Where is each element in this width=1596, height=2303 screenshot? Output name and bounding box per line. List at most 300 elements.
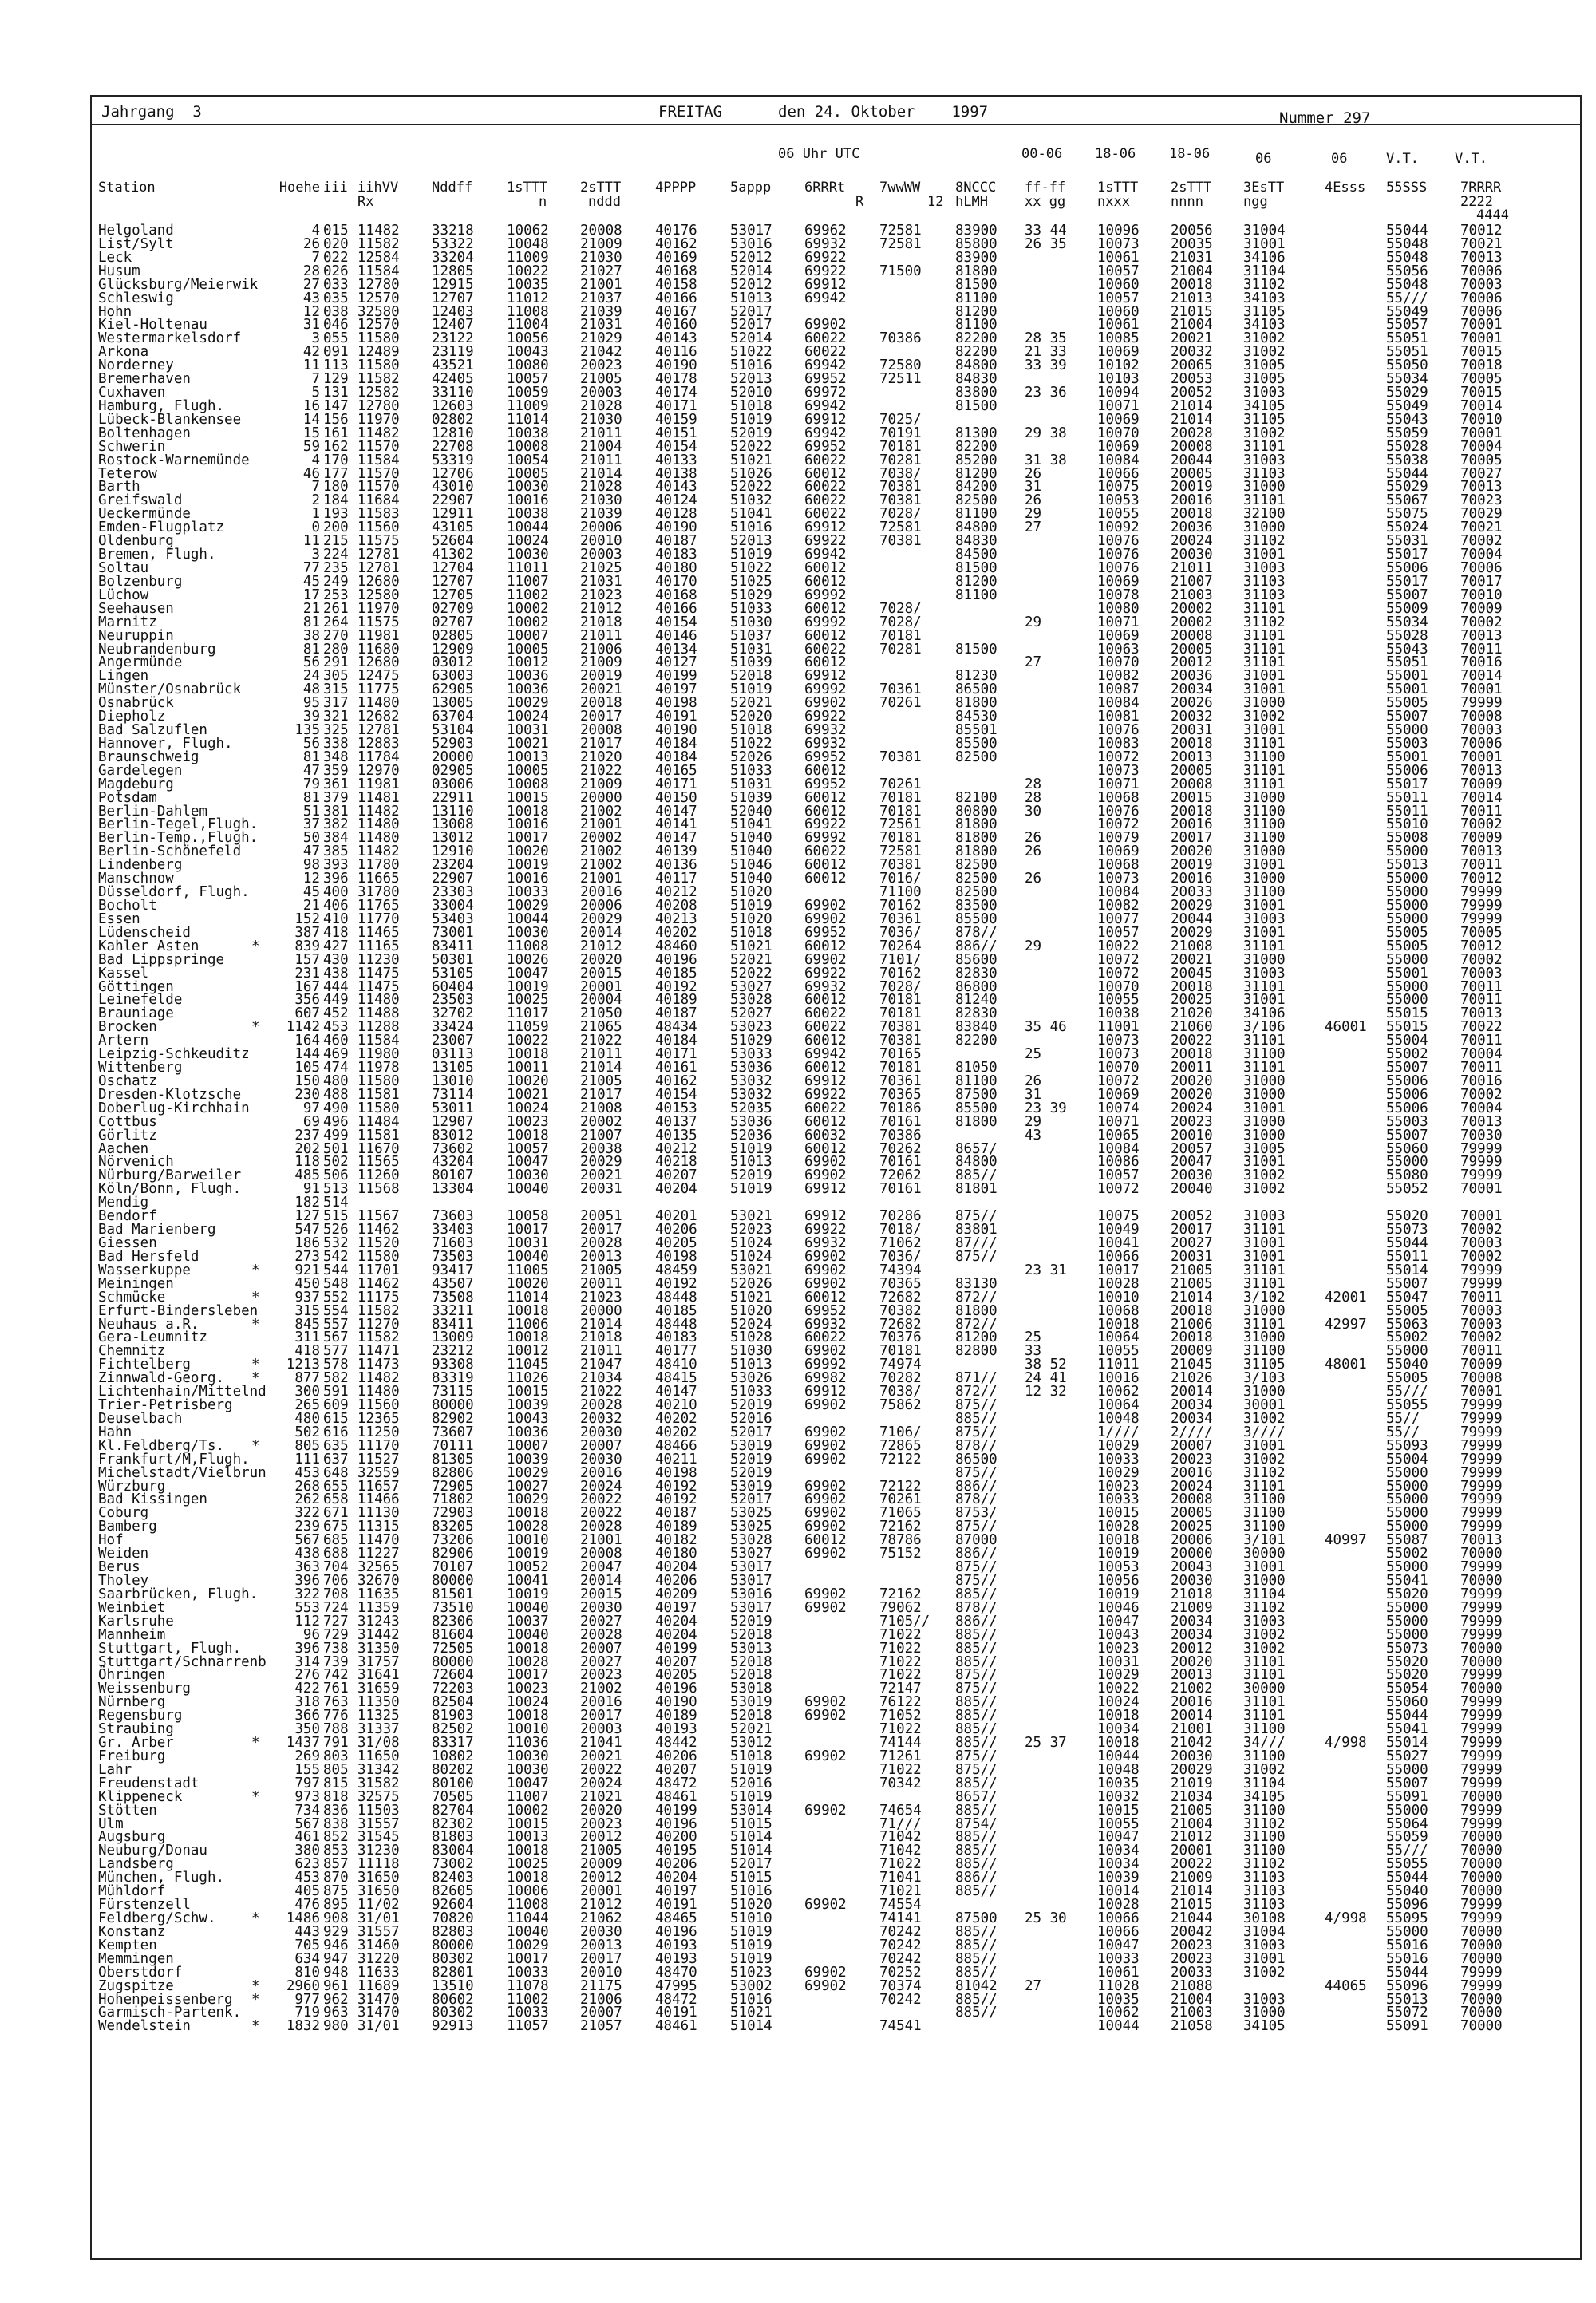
- cell: 31002: [1243, 344, 1286, 361]
- cell: 12365: [358, 1410, 400, 1427]
- cell: 50: [302, 830, 320, 847]
- cell: 161: [323, 425, 349, 441]
- cell: 79999: [1460, 1397, 1503, 1414]
- cell: 70381: [879, 857, 922, 874]
- cell: 81500: [955, 560, 998, 576]
- cell: 55000: [1386, 1478, 1428, 1495]
- station-name: Hohenpeissenberg: [98, 1991, 233, 2008]
- cell: 69902: [804, 1694, 847, 1711]
- cell: 11466: [358, 1491, 400, 1508]
- station-name: Berlin-Schönefeld: [98, 843, 242, 860]
- cell: 20007: [580, 2005, 622, 2021]
- cell: 11011: [507, 560, 549, 576]
- cell: 3/102: [1243, 1289, 1286, 1306]
- cell: 20019: [580, 668, 622, 685]
- cell: 10015: [507, 1384, 549, 1400]
- cell: 688: [323, 1546, 349, 1562]
- cell: 55014: [1386, 1735, 1428, 1752]
- cell: 40212: [655, 1140, 697, 1157]
- cell: 111: [294, 1451, 320, 1468]
- cell: 31757: [358, 1653, 400, 1670]
- cell: 13010: [432, 1072, 474, 1089]
- cell: 55///: [1386, 290, 1428, 306]
- cell: 31000: [1243, 519, 1286, 536]
- cell: 51022: [730, 560, 772, 576]
- cell: 33110: [432, 385, 474, 401]
- cell: 11567: [358, 1208, 400, 1225]
- cell: 51022: [730, 735, 772, 752]
- cell: 443: [294, 1923, 320, 1940]
- cell: 10069: [1097, 438, 1140, 455]
- cell: 577: [323, 1343, 349, 1360]
- cell: 7105//: [879, 1613, 930, 1629]
- cell: 32100: [1243, 506, 1286, 523]
- cell: 878//: [955, 1437, 998, 1454]
- station-name: Münster/Osnabrück: [98, 681, 242, 698]
- cell: 70012: [1460, 223, 1503, 239]
- cell: 55041: [1386, 1573, 1428, 1589]
- station-name: Fürstenzell: [98, 1897, 191, 1914]
- cell: 55064: [1386, 1815, 1428, 1832]
- cell: 12781: [358, 722, 400, 739]
- cell: 79999: [1460, 1748, 1503, 1764]
- table-row: [92, 627, 1576, 644]
- cell: 51025: [730, 573, 772, 590]
- cell: 10017: [507, 1950, 549, 1967]
- cell: 55017: [1386, 547, 1428, 563]
- cell: 98: [302, 857, 320, 874]
- cell: 20016: [1171, 871, 1213, 887]
- cell: 10033: [1097, 1451, 1140, 1468]
- cell: 31: [1025, 479, 1042, 496]
- cell: 1832: [286, 2018, 320, 2035]
- cell: 167: [294, 978, 320, 995]
- cell: 10044: [507, 519, 549, 536]
- cell: 53027: [730, 978, 772, 995]
- cell: 53319: [432, 452, 474, 468]
- station-name: Freiburg: [98, 1748, 166, 1764]
- cell: 875//: [955, 1519, 998, 1535]
- cell: 55006: [1386, 1100, 1428, 1116]
- station-name: Weinbiet: [98, 1599, 166, 1616]
- cell: 4: [311, 223, 320, 239]
- cell: 675: [323, 1519, 349, 1535]
- cell: 70013: [1460, 1005, 1503, 1022]
- cell: 53023: [730, 1019, 772, 1036]
- cell: 13110: [432, 803, 474, 820]
- cell: 10021: [507, 1086, 549, 1103]
- cell: 48434: [655, 1019, 697, 1036]
- cell: 23 36: [1025, 385, 1067, 401]
- cell: 85501: [955, 722, 998, 739]
- cell: 81200: [955, 1329, 998, 1346]
- cell: 10002: [507, 614, 549, 630]
- cell: 20001: [580, 978, 622, 995]
- cell: 84830: [955, 371, 998, 388]
- cell: 52017: [730, 1856, 772, 1873]
- cell: 79999: [1460, 1140, 1503, 1157]
- cell: 52019: [730, 1464, 772, 1481]
- cell: 20016: [1171, 492, 1213, 509]
- cell: 10061: [1097, 1964, 1140, 1981]
- cell: 20004: [580, 992, 622, 1009]
- cell: 11175: [358, 1289, 400, 1306]
- cell: 31220: [358, 1950, 400, 1967]
- cell: 55054: [1386, 1681, 1428, 1697]
- cell: 70006: [1460, 560, 1503, 576]
- cell: 60012: [804, 938, 847, 954]
- cell: 10043: [507, 344, 549, 361]
- cell: 55000: [1386, 871, 1428, 887]
- cell: 135: [294, 722, 320, 739]
- cell: 81: [302, 614, 320, 630]
- cell: 60404: [432, 978, 474, 995]
- cell: 20030: [580, 1424, 622, 1440]
- cell: 11017: [507, 1005, 549, 1022]
- cell: 71///: [879, 1815, 922, 1832]
- cell: 70162: [879, 898, 922, 914]
- cell: 706: [323, 1573, 349, 1589]
- station-name: Neubrandenburg: [98, 641, 216, 658]
- cell: 476: [294, 1897, 320, 1914]
- cell: 82302: [432, 1815, 474, 1832]
- cell: 127: [294, 1208, 320, 1225]
- cell: 11775: [358, 681, 400, 698]
- cell: 79999: [1460, 1802, 1503, 1819]
- station-name: Kahler Asten: [98, 938, 200, 954]
- cell: 40199: [655, 668, 697, 685]
- cell: 40211: [655, 1451, 697, 1468]
- cell: 72682: [879, 1316, 922, 1333]
- cell: 10029: [507, 1464, 549, 1481]
- cell: 79999: [1460, 1964, 1503, 1981]
- cell: 55080: [1386, 1167, 1428, 1184]
- cell: 20009: [580, 1856, 622, 1873]
- cell: 10075: [1097, 479, 1140, 496]
- cell: 20045: [1171, 965, 1213, 982]
- station-name: Hamburg, Flugh.: [98, 397, 225, 414]
- cell: 1: [311, 506, 320, 523]
- station-name: Karlsruhe: [98, 1613, 174, 1629]
- cell: 71802: [432, 1491, 474, 1508]
- cell: 20021: [580, 1167, 622, 1184]
- cell: 20012: [580, 1870, 622, 1886]
- cell: 393: [323, 857, 349, 874]
- cell: 70013: [1460, 1113, 1503, 1130]
- cell: 200: [323, 519, 349, 536]
- station-name: Cuxhaven: [98, 385, 166, 401]
- hour-06-a: 06: [1255, 151, 1272, 167]
- col-subhead-13: nxxx: [1097, 194, 1130, 210]
- cell: 40161: [655, 1060, 697, 1076]
- cell: 70181: [879, 438, 922, 455]
- cell: 10057: [1097, 1167, 1140, 1184]
- cell: 55000: [1386, 1343, 1428, 1360]
- cell: 20015: [1171, 789, 1213, 806]
- cell: 80800: [955, 803, 998, 820]
- cell: 74541: [879, 2018, 922, 2035]
- station-name: Wittenberg: [98, 1060, 183, 1076]
- cell: 82500: [955, 492, 998, 509]
- cell: 60012: [804, 1113, 847, 1130]
- cell: 12911: [432, 506, 474, 523]
- cell: 26: [302, 235, 320, 252]
- cell: 70361: [879, 681, 922, 698]
- cell: 4/998: [1325, 1735, 1367, 1752]
- cell: 55000: [1386, 1599, 1428, 1616]
- cell: 980: [323, 2018, 349, 2035]
- cell: 70011: [1460, 1033, 1503, 1049]
- cell: 215: [323, 533, 349, 550]
- cell: 797: [294, 1775, 320, 1791]
- cell: 52035: [730, 1100, 772, 1116]
- cell: 40190: [655, 519, 697, 536]
- cell: 40171: [655, 397, 697, 414]
- station-name: Saarbrücken, Flugh.: [98, 1586, 259, 1602]
- cell: 10072: [1097, 1072, 1140, 1089]
- cell: 10066: [1097, 1910, 1140, 1926]
- cell: 20034: [1171, 1397, 1213, 1414]
- cell: 70013: [1460, 479, 1503, 496]
- cell: 48415: [655, 1370, 697, 1387]
- cell: 526: [323, 1222, 349, 1238]
- cell: 55000: [1386, 1559, 1428, 1576]
- cell: 10073: [1097, 871, 1140, 887]
- cell: 69902: [804, 317, 847, 334]
- table-row: [92, 967, 1576, 981]
- cell: 70252: [879, 1964, 922, 1981]
- cell: 637: [323, 1451, 349, 1468]
- cell: 40147: [655, 830, 697, 847]
- cell: 877: [294, 1370, 320, 1387]
- mountain-station-marker: *: [251, 2018, 260, 2035]
- cell: 20002: [1171, 614, 1213, 630]
- cell: 40168: [655, 263, 697, 279]
- cell: 70191: [879, 425, 922, 441]
- cell: 55052: [1386, 1181, 1428, 1198]
- cell: 31100: [1243, 1843, 1286, 1859]
- cell: 21060: [1171, 1019, 1213, 1036]
- station-name: Essen: [98, 911, 140, 927]
- cell: 10033: [1097, 1950, 1140, 1967]
- cell: 79999: [1460, 695, 1503, 712]
- cell: 70365: [879, 1275, 922, 1292]
- cell: 69932: [804, 978, 847, 995]
- cell: 40154: [655, 1086, 697, 1103]
- station-name: Meiningen: [98, 1275, 174, 1292]
- cell: 853: [323, 1843, 349, 1859]
- cell: 366: [294, 1708, 320, 1724]
- station-name: Schwerin: [98, 438, 166, 455]
- cell: 20000: [432, 749, 474, 765]
- cell: 82830: [955, 965, 998, 982]
- cell: 12781: [358, 547, 400, 563]
- cell: 31102: [1243, 1856, 1286, 1873]
- mountain-station-marker: *: [251, 1289, 260, 1306]
- cell: 20022: [580, 1761, 622, 1778]
- cell: 20053: [1171, 371, 1213, 388]
- cell: 69952: [804, 776, 847, 792]
- cell: 10074: [1097, 1100, 1140, 1116]
- cell: 10073: [1097, 1046, 1140, 1063]
- cell: 83840: [955, 1019, 998, 1036]
- observation-time: 06 Uhr UTC: [778, 146, 860, 162]
- cell: 79: [302, 776, 320, 792]
- cell: 895: [323, 1897, 349, 1914]
- cell: 86500: [955, 681, 998, 698]
- cell: 11002: [507, 587, 549, 603]
- cell: 51046: [730, 857, 772, 874]
- cell: 52018: [730, 1708, 772, 1724]
- cell: 21004: [1171, 263, 1213, 279]
- cell: 21004: [580, 438, 622, 455]
- cell: 11011: [1097, 1357, 1140, 1373]
- cell: 10040: [507, 1181, 549, 1198]
- col-head-11: 8NCCC: [955, 180, 997, 196]
- cell: 34103: [1243, 290, 1286, 306]
- cell: 21001: [1171, 1721, 1213, 1738]
- cell: 31243: [358, 1613, 400, 1629]
- cell: 82403: [432, 1870, 474, 1886]
- cell: 10030: [507, 1167, 549, 1184]
- cell: 1213: [286, 1357, 320, 1373]
- cell: 609: [323, 1397, 349, 1414]
- cell: 48472: [655, 1775, 697, 1791]
- cell: 72581: [879, 843, 922, 860]
- cell: 20008: [580, 223, 622, 239]
- cell: 70381: [879, 479, 922, 496]
- cell: 53002: [730, 1977, 772, 1994]
- cell: 10008: [507, 776, 549, 792]
- cell: 11580: [358, 1248, 400, 1265]
- cell: 51014: [730, 1843, 772, 1859]
- cell: 10018: [507, 1505, 549, 1522]
- cell: 31002: [1243, 1761, 1286, 1778]
- cell: 55040: [1386, 1883, 1428, 1900]
- cell: 962: [323, 1991, 349, 2008]
- cell: 31101: [1243, 1478, 1286, 1495]
- cell: 73603: [432, 1208, 474, 1225]
- cell: 69932: [804, 1235, 847, 1251]
- cell: 81200: [955, 303, 998, 320]
- cell: 69932: [804, 722, 847, 739]
- cell: 21042: [1171, 1735, 1213, 1752]
- cell: 02707: [432, 614, 474, 630]
- cell: 31003: [1243, 1991, 1286, 2008]
- cell: 878//: [955, 1599, 998, 1616]
- cell: 31000: [1243, 951, 1286, 968]
- cell: 69952: [804, 1302, 847, 1319]
- cell: 82605: [432, 1883, 474, 1900]
- station-name: Leinefelde: [98, 992, 183, 1009]
- cell: 55007: [1386, 587, 1428, 603]
- cell: 69922: [804, 1222, 847, 1238]
- cell: 51031: [730, 641, 772, 658]
- cell: 23303: [432, 884, 474, 901]
- cell: 184: [323, 492, 349, 509]
- cell: 11014: [507, 1289, 549, 1306]
- cell: 73001: [432, 924, 474, 941]
- cell: 20047: [1171, 1154, 1213, 1171]
- cell: 26: [1025, 1072, 1042, 1089]
- cell: 11480: [358, 816, 400, 833]
- station-name: Barth: [98, 479, 140, 496]
- cell: 51039: [730, 789, 772, 806]
- cell: 20012: [1171, 1640, 1213, 1657]
- cell: 805: [294, 1437, 320, 1454]
- cell: 31470: [358, 2005, 400, 2021]
- cell: 51020: [730, 1302, 772, 1319]
- cell: 70000: [1460, 1546, 1503, 1562]
- cell: 488: [323, 1086, 349, 1103]
- cell: 872//: [955, 1384, 998, 1400]
- cell: 69902: [804, 695, 847, 712]
- cell: 10013: [507, 749, 549, 765]
- cell: 31230: [358, 1843, 400, 1859]
- cell: 13105: [432, 1060, 474, 1076]
- cell: 885//: [955, 1167, 998, 1184]
- cell: 11581: [358, 1086, 400, 1103]
- cell: 31100: [1243, 1748, 1286, 1764]
- cell: 30000: [1243, 1681, 1286, 1697]
- cell: 51030: [730, 1343, 772, 1360]
- cell: 31000: [1243, 1127, 1286, 1144]
- cell: 40176: [655, 223, 697, 239]
- cell: 31001: [1243, 1100, 1286, 1116]
- cell: 31/01: [358, 2018, 400, 2035]
- cell: 25: [1025, 1329, 1042, 1346]
- cell: 69902: [804, 1167, 847, 1184]
- cell: 43: [1025, 1127, 1042, 1144]
- cell: 10092: [1097, 519, 1140, 536]
- cell: 51016: [730, 1883, 772, 1900]
- mountain-station-marker: *: [251, 1437, 260, 1454]
- station-name: Würzburg: [98, 1478, 166, 1495]
- cell: 48448: [655, 1289, 697, 1306]
- cell: 40202: [655, 924, 697, 941]
- cell: 10033: [507, 1964, 549, 1981]
- station-name: Freudenstadt: [98, 1775, 200, 1791]
- cell: 10026: [507, 951, 549, 968]
- cell: 40197: [655, 681, 697, 698]
- cell: 400: [323, 884, 349, 901]
- cell: 31342: [358, 1761, 400, 1778]
- cell: 43521: [432, 357, 474, 374]
- cell: 29: [1025, 614, 1042, 630]
- cell: 52010: [730, 385, 772, 401]
- cell: 84800: [955, 357, 998, 374]
- cell: 113: [323, 357, 349, 374]
- cell: 156: [323, 411, 349, 428]
- cell: 872//: [955, 1316, 998, 1333]
- cell: 10012: [507, 1343, 549, 1360]
- cell: 31780: [358, 884, 400, 901]
- cell: 82803: [432, 1923, 474, 1940]
- cell: 55020: [1386, 1586, 1428, 1602]
- station-name: Klippeneck: [98, 1788, 183, 1805]
- cell: 81800: [955, 1302, 998, 1319]
- cell: 40196: [655, 1681, 697, 1697]
- cell: 10032: [1097, 1788, 1140, 1805]
- cell: 33424: [432, 1019, 474, 1036]
- cell: 55000: [1386, 911, 1428, 927]
- cell: 11482: [358, 223, 400, 239]
- cell: 22708: [432, 438, 474, 455]
- cell: 55002: [1386, 1546, 1428, 1562]
- cell: 20016: [1171, 1464, 1213, 1481]
- cell: 671: [323, 1505, 349, 1522]
- cell: 31001: [1243, 722, 1286, 739]
